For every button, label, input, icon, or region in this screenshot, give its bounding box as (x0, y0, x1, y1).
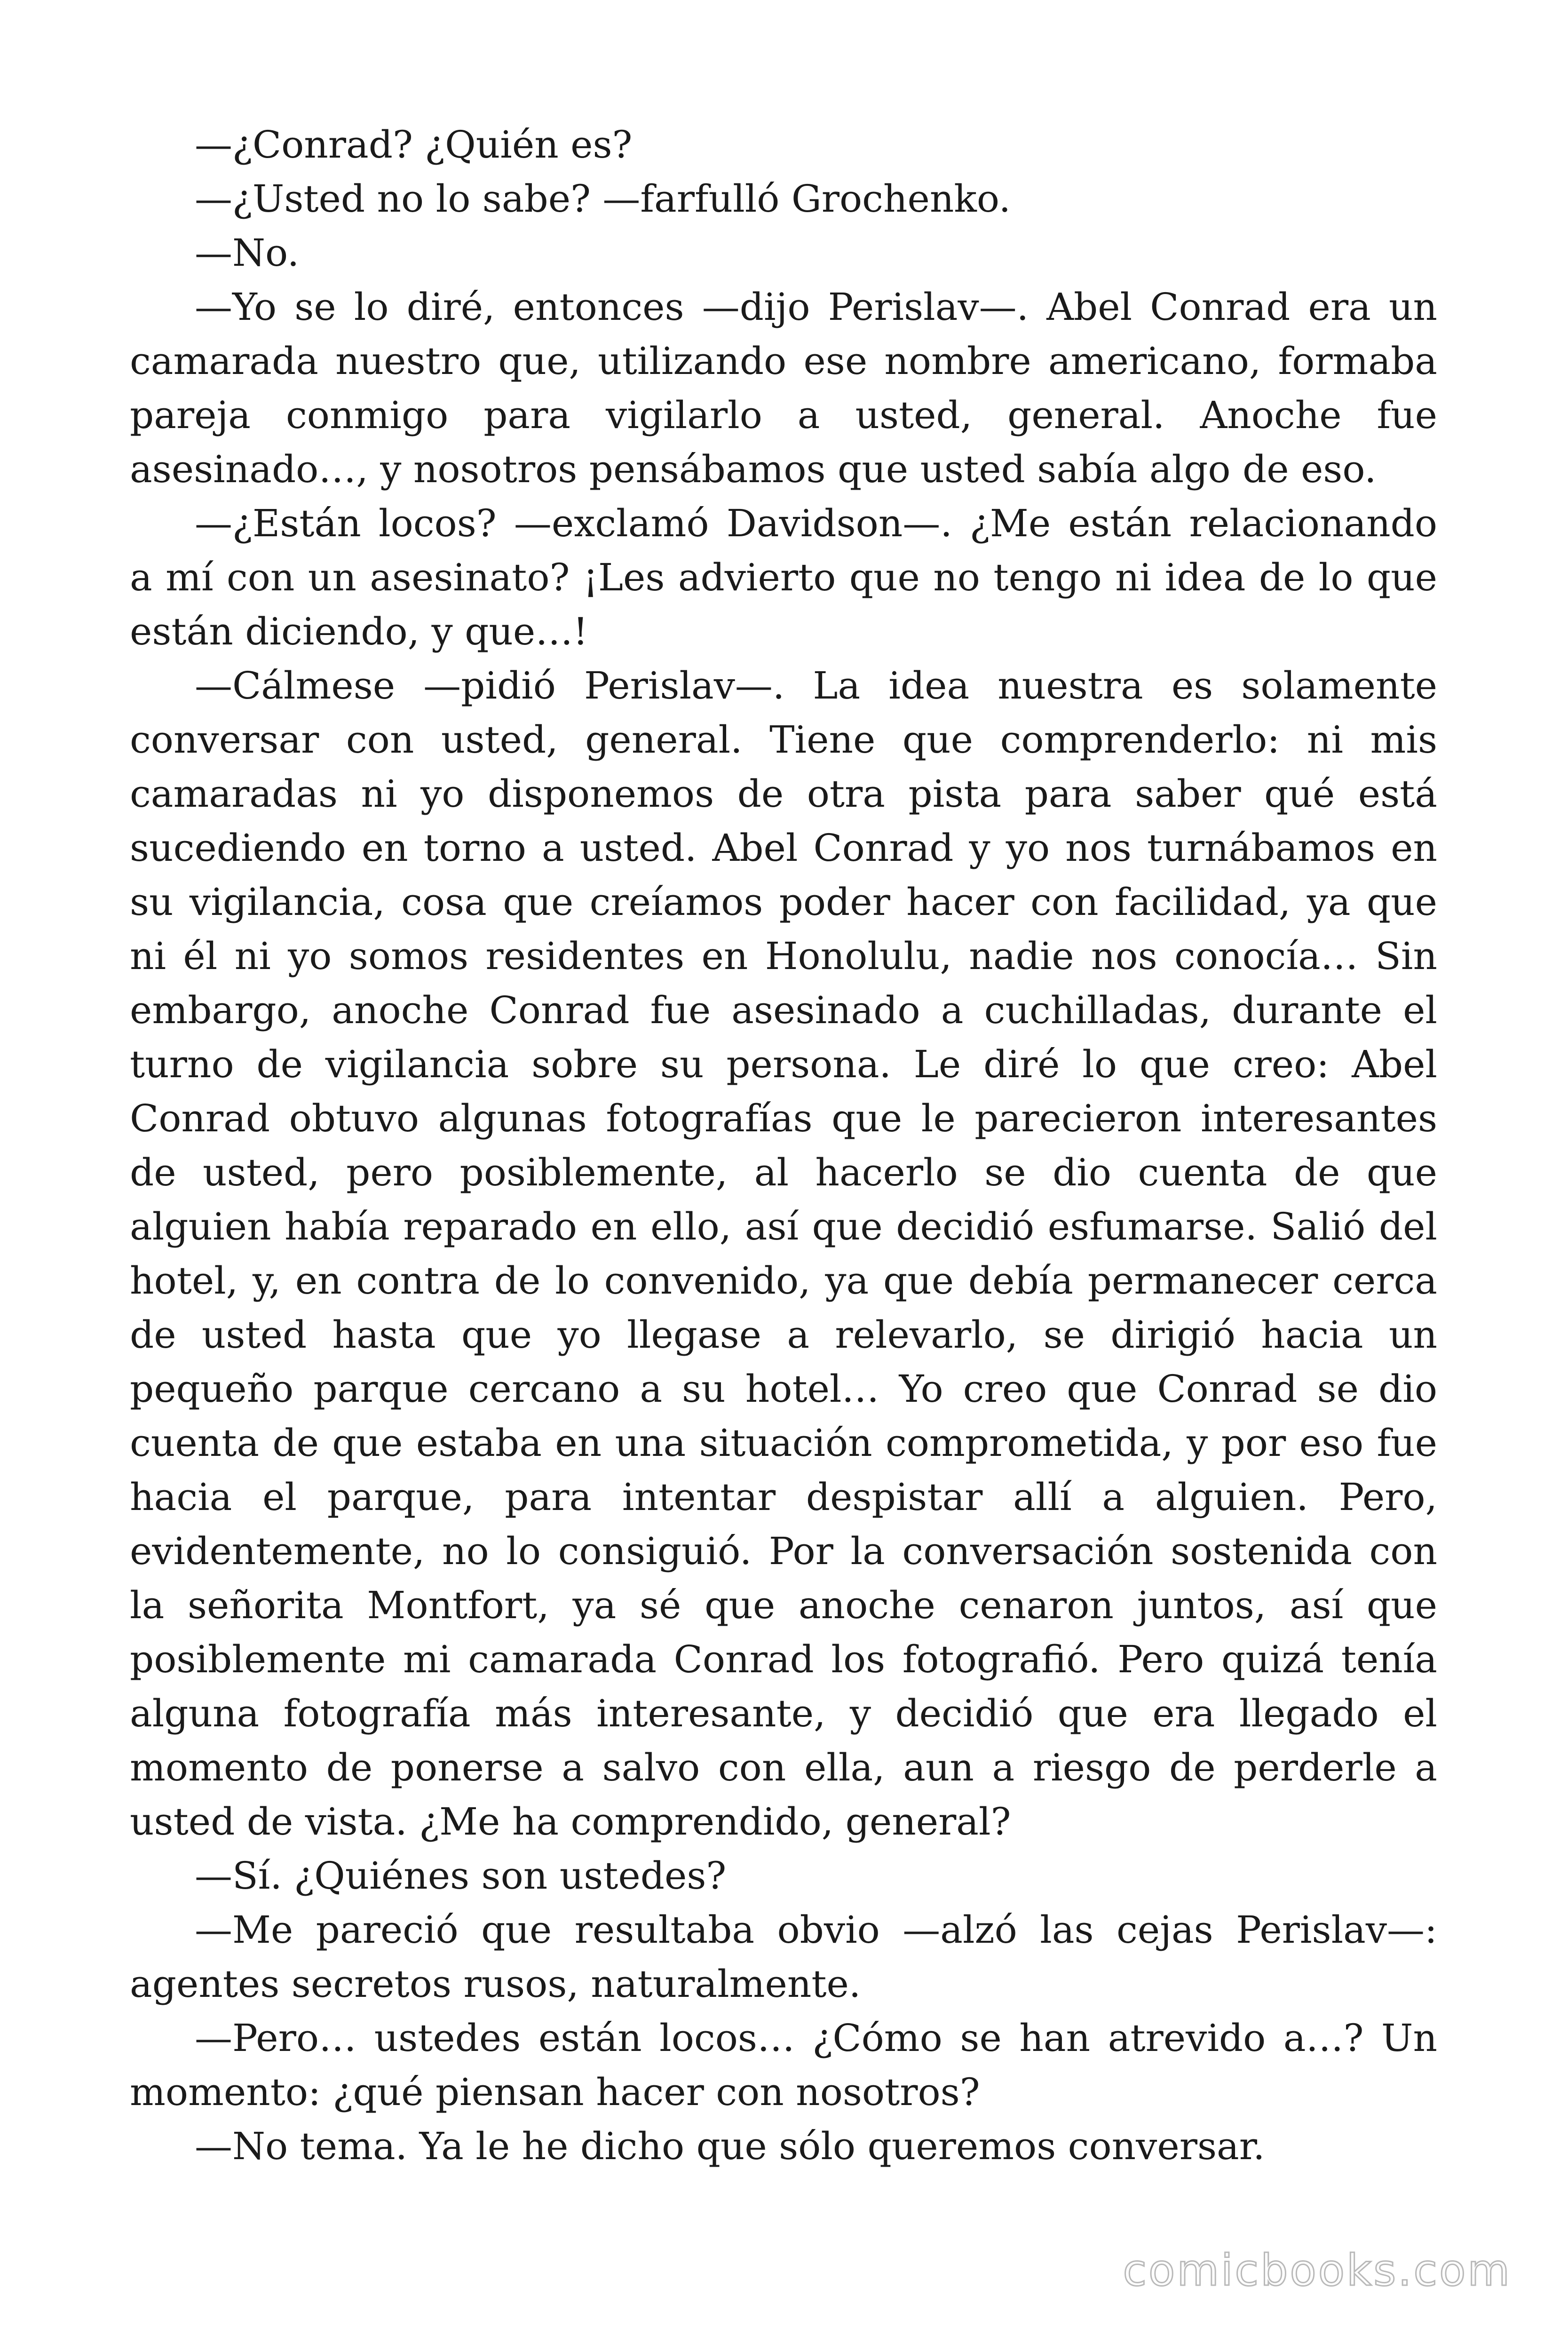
paragraph: —Yo se lo diré, entonces —dijo Perislav—. Abel Conrad era un camarada nuestro que, utilizando ese nombre americano, formaba pareja conmigo para vigilarlo a usted, general. Anoche fue asesinado…, y nosotros pensábamos que usted sabía algo de eso. (130, 285, 1437, 491)
paragraph: —Cálmese —pidió Perislav—. La idea nuestra es solamente conversar con usted, general. Tiene que comprenderlo: ni mis camaradas ni yo disponemos de otra pista para saber qué está sucediendo en torno a usted. Abel Conrad y yo nos turnábamos en su vigilancia, cosa que creíamos poder hacer con facilidad, ya que ni él ni yo somos residentes en Honolulu, nadie nos conocía… Sin embargo, anoche Conrad fue asesinado a cuchilladas, durante el turno de vigilancia sobre su persona. Le diré lo que creo: Abel Conrad obtuvo algunas fotografías que le parecieron interesantes de usted, pero posiblemente, al hacerlo se dio cuenta de que alguien había reparado en ello, así que decidió esfumarse. Salió del hotel, y, en contra de lo convenido, ya que debía permanecer cerca de usted hasta que yo llegase a relevarlo, se dirigió hacia un pequeño parque cercano a su hotel… Yo creo que Conrad se dio cuenta de que estaba en una situación comprometida, y por eso fue hacia el parque, para intentar despistar allí a alguien. Pero, evidentemente, no lo consiguió. Por la conversación sostenida con la señorita Montfort, ya sé que anoche cenaron juntos, así que posiblemente mi camarada Conrad los fotografió. Pero quizá tenía alguna fotografía más interesante, y decidió que era llegado el momento de ponerse a salvo con ella, aun a riesgo de perderle a usted de vista. ¿Me ha comprendido, general? (130, 664, 1437, 1843)
paragraph: —¿Conrad? ¿Quién es? (195, 123, 633, 167)
paragraph: —Sí. ¿Quiénes son ustedes? (195, 1854, 727, 1898)
paragraph: —No. (195, 231, 300, 275)
paragraph: —Me pareció que resultaba obvio —alzó las cejas Perislav—: agentes secretos rusos, naturalmente. (130, 1908, 1437, 2006)
paragraph: —No tema. Ya le he dicho que sólo queremos conversar. (195, 2124, 1265, 2168)
watermark: comicbooks.com (1123, 2245, 1512, 2296)
paragraph: —¿Están locos? —exclamó Davidson—. ¿Me están relacionando a mí con un asesinato? ¡Les advierto que no tengo ni idea de lo que están diciendo, y que…! (130, 501, 1437, 653)
paragraph: —¿Usted no lo sabe? —farfulló Grochenko. (195, 177, 1011, 221)
paragraph: —Pero… ustedes están locos… ¿Cómo se han atrevido a…? Un momento: ¿qué piensan hacer con nosotros? (130, 2016, 1437, 2114)
body-text (130, 118, 1437, 2173)
